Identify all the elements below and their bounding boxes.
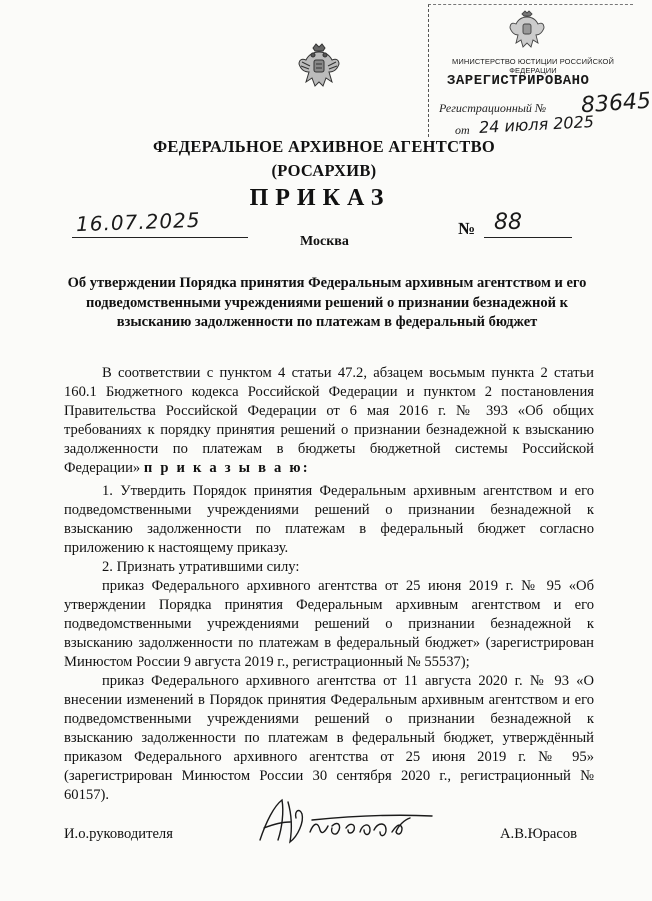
agency-abbreviation: (РОСАРХИВ) (271, 161, 377, 180)
signatory-name: А.В.Юрасов (500, 826, 578, 842)
number-underline (484, 237, 572, 238)
order-subject: Об утверждении Порядка принятия Федеральным архивным агентством и его подведомственными учреждениями решений о признании безнадежной к взысканию задолженности по платежам в федеральный бюджет (67, 275, 587, 330)
repealed-order-1: приказ Федерального архивного агентства от 25 июня 2019 г. № 95 «Об утверждении Порядка принятия Федеральным архивным агентством и его подведомственными учреждениями решений о признании безнадежной к взысканию задолженности по платежам в федеральный бюджет» (зарегистрирован Минюстом России 9 августа 2019 г., регистрационный № 55537); (64, 578, 594, 670)
document-title: ПРИКАЗ (249, 185, 391, 211)
item-2-paragraph: 2. Признать утратившими силу: (102, 559, 300, 575)
stamp-regnum-label: Регистрационный № (439, 101, 547, 115)
order-date: 16.07.2025 (75, 207, 201, 237)
stamp-regnum-value: 83645 (580, 88, 652, 119)
handwritten-signature (252, 792, 442, 852)
stamp-date-value: 24 июля 2025 (478, 112, 595, 137)
city: Москва (300, 234, 349, 249)
stamp-registered-label: ЗАРЕГИСТРИРОВАНО (447, 73, 590, 89)
stamp-date-label: от (455, 123, 470, 137)
signatory-position: И.о.руководителя (64, 826, 173, 842)
coat-of-arms-icon (296, 42, 342, 94)
item-1-paragraph: 1. Утвердить Порядок принятия Федеральным архивным агентством и его подведомственными учреждениями решений о признании безнадежной к взысканию задолженности по платежам в федеральный бюджет согласно приложению к настоящему приказу. (64, 483, 594, 556)
stamp-ministry-name: МИНИСТЕРСТВО ЮСТИЦИИ РОССИЙСКОЙ ФЕДЕРАЦИИ (452, 57, 614, 75)
agency-name: ФЕДЕРАЛЬНОЕ АРХИВНОЕ АГЕНТСТВО (152, 137, 496, 156)
preamble-text: В соответствии с пунктом 4 статьи 47.2, абзацем восьмым пункта 2 статьи 160.1 Бюджетного кодекса Российской Федерации и пунктом 2 постановления Правительства Российской Федерации от 6 мая 2016 г. № 393 «Об общих требованиях к порядку принятия решений о признании безнадежной к взысканию задолженности по платежам в бюджеты бюджетной системы Российской Федерации» (64, 365, 594, 476)
date-underline (72, 237, 248, 238)
preamble-paragraph (64, 364, 594, 478)
registration-stamp (428, 4, 652, 137)
order-number: 88 (494, 210, 522, 235)
stamp-coat-of-arms-icon (507, 9, 547, 53)
decree-word: п р и к а з ы в а ю: (143, 460, 310, 476)
number-sign: № (458, 219, 476, 238)
repealed-order-2: приказ Федерального архивного агентства от 11 августа 2020 г. № 93 «О внесении изменений в Порядок принятия Федеральным архивным агентством и его подведомственными учреждениями решений о признании безнадежной к взысканию задолженности по платежам в федеральный бюджет, утверждённый приказом Федерального архивного агентства от 25 июня 2019 г. № 95» (зарегистрирован Минюстом России 30 сентября 2020 г., регистрационный № 60157). (64, 673, 594, 803)
